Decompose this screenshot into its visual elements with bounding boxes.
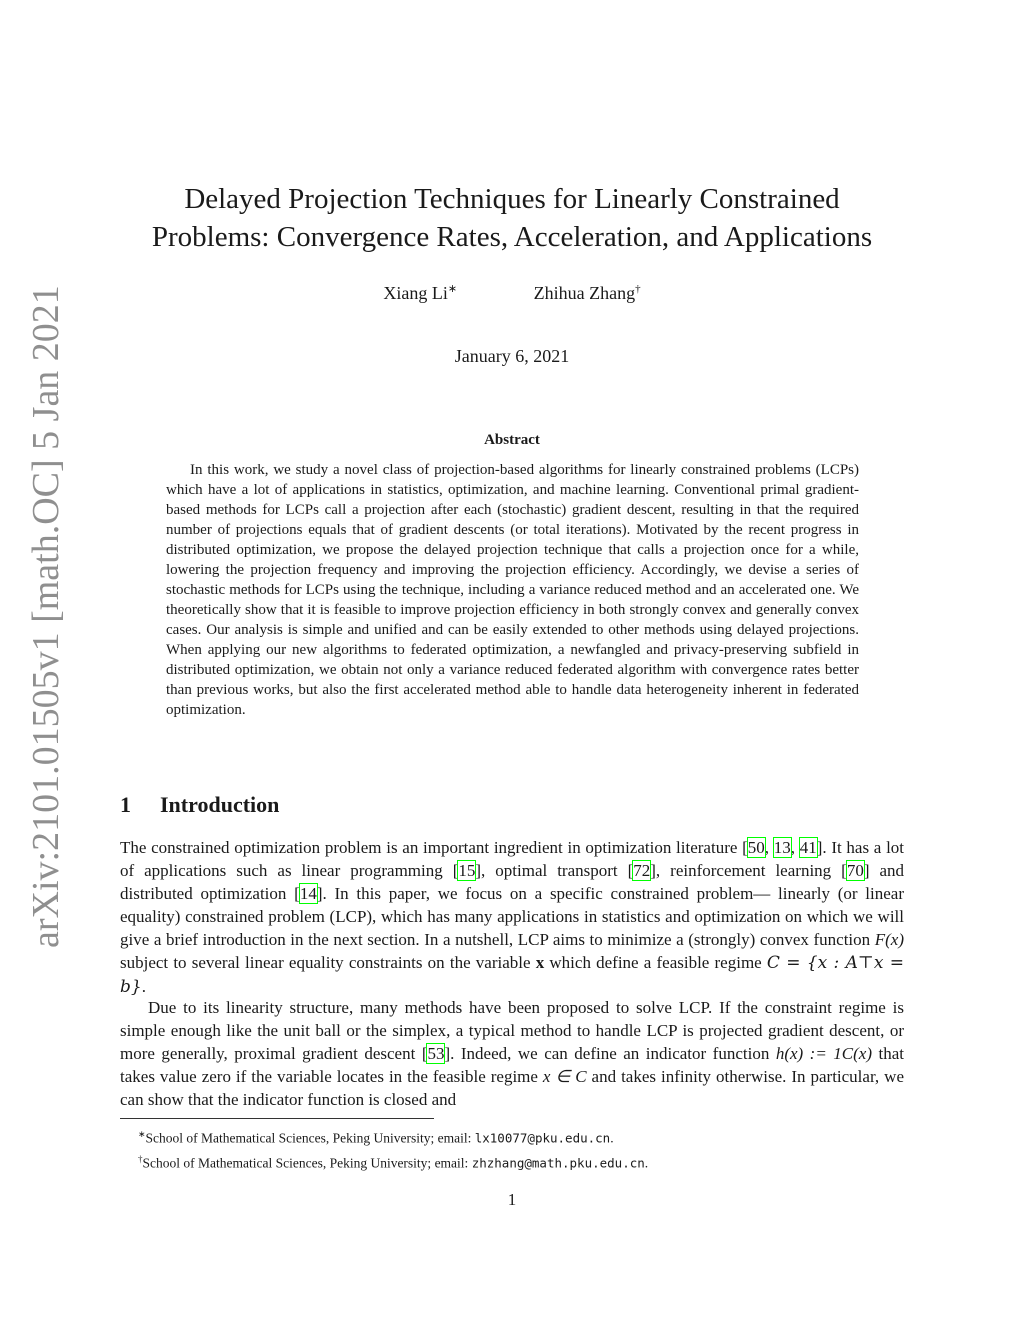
text-run: ]. In this paper, we focus on a specific constrained problem— linearly (or linear equality) constrained problem (LCP), which has many applications in statistics and optimization on which we will give a brief introduction in the next section. In a nutshell, LCP aims to minimize a (strongly) convex function: [120, 884, 904, 949]
citation-link[interactable]: 72: [633, 861, 651, 880]
abstract-body: In this work, we study a novel class of projection-based algorithms for linearly constrained problems (LCPs) which have a lot of applications in statistics, optimization, and machine learning. Conventional primal gradient-based methods for LCPs call a projection after each (stochastic) gradient descent, resulting in that the required number of projections equals that of gradient descents (or total iterations). Motivated by the recent progress in distributed optimization, we propose the delayed projection technique that calls a projection once for a while, lowering the projection frequency and improving the projection efficiency. Accordingly, we devise a series of stochastic methods for LCPs using the technique, including a variance reduced method and an accelerated one. We theoretically show that it is feasible to improve projection efficiency in both strongly convex and generally convex cases. Our analysis is simple and unified and can be easily extended to other methods using delayed projections. When applying our new algorithms to federated optimization, a newfangled and privacy-preserving subfield in distributed optimization, we obtain not only a variance reduced federated algorithm with convergence rates better than previous works, but also the first accelerated method able to handle data heterogeneity inherent in federated optimization.: [166, 462, 859, 718]
section-heading: [120, 792, 279, 818]
author-1: [383, 282, 457, 304]
email-link[interactable]: zhzhang@math.pku.edu.cn: [471, 1155, 645, 1170]
section-title: Introduction: [160, 792, 280, 817]
math-indicator: h(x) := 1C(x): [775, 1044, 873, 1063]
section-number: 1: [120, 792, 131, 817]
author-footnote-mark[interactable]: ∗: [447, 283, 458, 295]
footnote-divider: [120, 1118, 434, 1119]
citation-link[interactable]: 70: [846, 861, 864, 880]
text-run: ] and distributed optimization [: [120, 861, 904, 903]
text-run: ], reinforcement learning [: [650, 861, 847, 880]
text-run: .: [141, 977, 146, 996]
footnote-mark: ∗: [138, 1129, 146, 1139]
text-run: ,: [790, 838, 800, 857]
email-link[interactable]: lx10077@pku.edu.cn: [474, 1130, 611, 1146]
text-run: that takes value zero if the variable locates in the feasible regime: [120, 1044, 904, 1086]
math-function: F(x): [874, 930, 904, 949]
paper-date: January 6, 2021: [454, 346, 570, 366]
text-run: and takes infinity otherwise. In particular, we can show that the indicator function is closed and: [120, 1067, 904, 1109]
citation-link[interactable]: 15: [458, 861, 476, 880]
text-run: ,: [764, 838, 774, 857]
intro-paragraph-2: [120, 996, 904, 1111]
citation-link[interactable]: 53: [427, 1044, 445, 1063]
text-run: The constrained optimization problem is an important ingredient in optimization literature [: [120, 838, 748, 857]
page-number: 1: [507, 1190, 517, 1209]
math-membership: x ∈ C: [542, 1067, 587, 1086]
footnote-1: [138, 1124, 898, 1149]
text-run: Due to its linearity structure, many methods have been proposed to solve LCP. If the constraint regime is simple enough like the unit ball or the simplex, a typical method to handle LCP is projected gradient descent, or more generally, proximal gradient descent [: [120, 998, 904, 1063]
footnote-text: School of Mathematical Sciences, Peking University; email:: [142, 1155, 472, 1170]
abstract-heading: Abstract: [484, 432, 540, 448]
footnote-2: [138, 1149, 898, 1174]
author-list: [0, 282, 1024, 304]
footnote-end: .: [644, 1155, 649, 1170]
text-run: ], optimal transport [: [475, 861, 634, 880]
text-run: ]. Indeed, we can define an indicator function: [444, 1044, 776, 1063]
footnotes: [138, 1124, 898, 1173]
footnote-end: .: [610, 1130, 614, 1146]
citation-link[interactable]: 50: [747, 838, 765, 857]
citation-link[interactable]: 13: [773, 838, 791, 857]
author-2: [534, 283, 641, 304]
math-set: C = {x : A⊤x = b}: [120, 953, 905, 997]
text-run: subject to several linear equality constraints on the variable: [120, 953, 536, 972]
author-footnote-mark[interactable]: †: [635, 283, 641, 295]
author-name: Xiang Li: [383, 283, 448, 303]
title-line-2: Problems: Convergence Rates, Acceleration, and Applications: [151, 221, 873, 253]
math-variable: x: [535, 953, 545, 972]
paper-title: [120, 180, 904, 256]
footnote-text: School of Mathematical Sciences, Peking University; email:: [145, 1130, 475, 1146]
intro-paragraph-1: [120, 836, 904, 999]
title-line-1: Delayed Projection Techniques for Linearly Constrained: [184, 183, 840, 215]
arxiv-stamp[interactable]: arXiv:2101.01505v1 [math.OC] 5 Jan 2021: [25, 285, 67, 948]
text-run: which define a feasible regime: [544, 953, 767, 972]
text-run: ]. It has a lot of applications such as linear programming [: [120, 838, 905, 880]
footnote-mark: †: [138, 1153, 143, 1164]
author-name: Zhihua Zhang: [533, 283, 636, 303]
citation-link[interactable]: 14: [299, 884, 317, 903]
citation-link[interactable]: 41: [799, 838, 817, 857]
